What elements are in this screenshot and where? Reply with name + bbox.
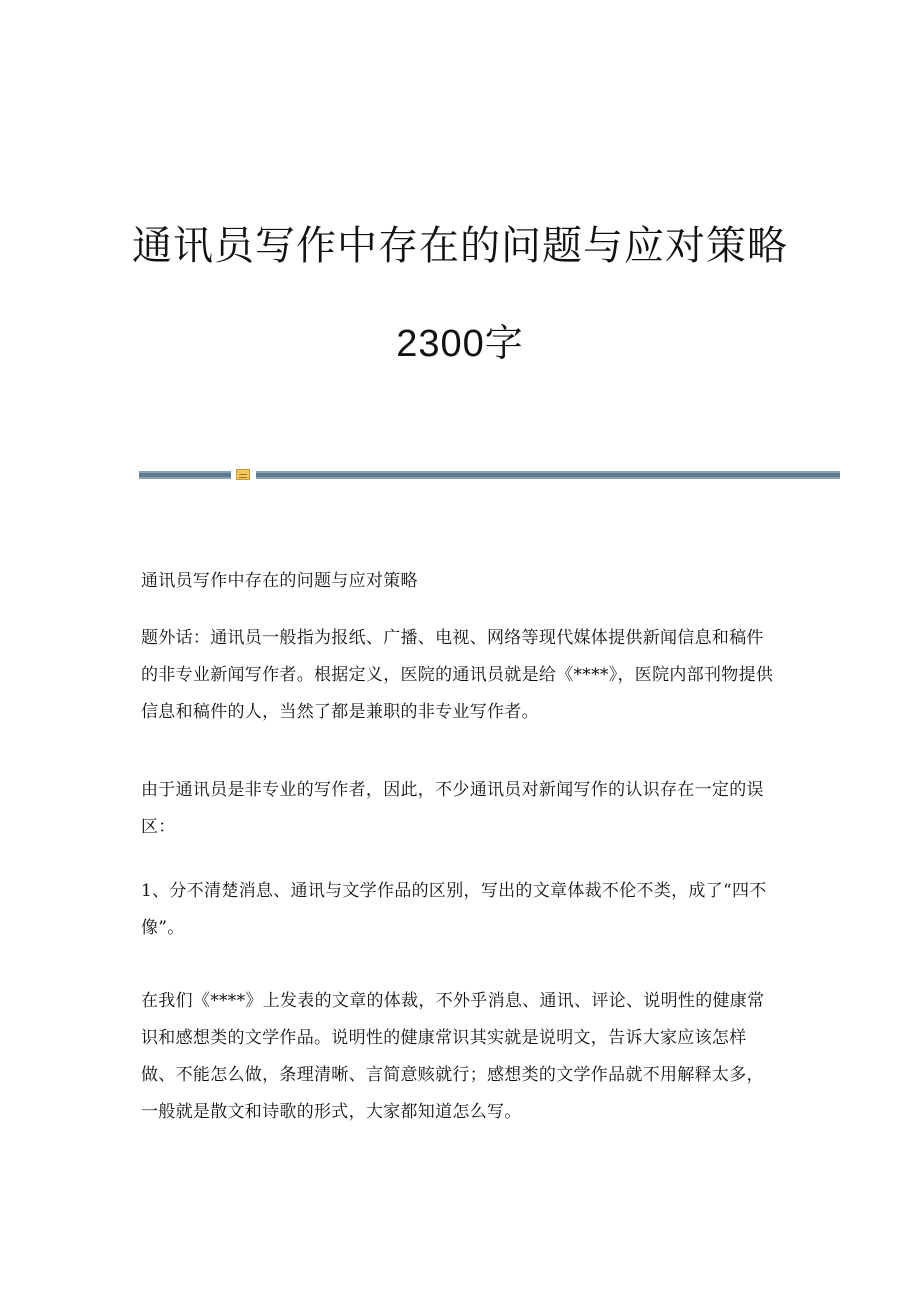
document-title-word-count: 2300字 xyxy=(396,323,524,365)
body-paragraph: 题外话：通讯员一般指为报纸、广播、电视、网络等现代媒体提供新闻信息和稿件的非专业新闻写作者。根据定义，医院的通讯员就是给《****》，医院内部刊物提供信息和稿件的人，当然了都是兼职的非专业写作者。 xyxy=(141,628,774,722)
body-heading: 通讯员写作中存在的问题与应对策略 xyxy=(141,571,418,591)
title-divider-left xyxy=(139,471,231,479)
document-title: 通讯员写作中存在的问题与应对策略 xyxy=(132,223,788,269)
divider-ornament-icon xyxy=(236,469,250,480)
title-divider-right xyxy=(256,471,840,479)
body-paragraph: 在我们《****》上发表的文章的体裁，不外乎消息、通讯、评论、说明性的健康常识和感想类的文学作品。说明性的健康常识其实就是说明文，告诉大家应该怎样做、不能怎么做，条理清晰、言简意赅就行；感想类的文学作品就不用解释太多，一般就是散文和诗歌的形式，大家都知道怎么写。 xyxy=(141,991,765,1122)
body-paragraph: 1、分不清楚消息、通讯与文学作品的区别，写出的文章体裁不伦不类，成了“四不像”。 xyxy=(141,881,767,938)
body-paragraph: 由于通讯员是非专业的写作者，因此，不少通讯员对新闻写作的认识存在一定的误区： xyxy=(141,780,764,837)
